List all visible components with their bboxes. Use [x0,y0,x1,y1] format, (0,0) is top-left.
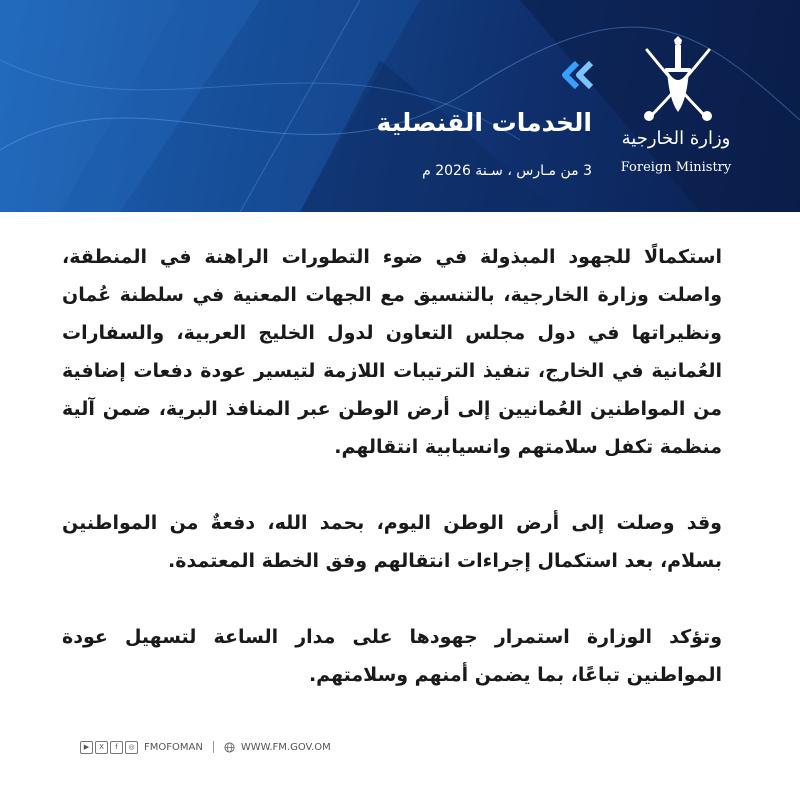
ministry-name-arabic: وزارة الخارجية [621,128,731,149]
paragraph-1: استكمالًا للجهود المبذولة في ضوء التطورات الراهنة في المنطقة، واصلت وزارة الخارجية، بالتنسيق مع الجهات المعنية في سلطنة عُمان ونظيراتها في دول مجلس التعاون لدول الخليج العربية، والسفارات العُمانية في الخارج، تنفيذ الترتيبات اللازمة لتيسير عودة دفعات إضافية من المواطنين العُمانيين إلى أرض الوطن عبر المنافذ البرية، ضمن آلية منظمة تكفل سلامتهم وانسيابية انتقالهم. [62,246,722,458]
header-banner [0,0,800,212]
instagram-icon[interactable]: ◎ [125,741,138,754]
x-icon[interactable]: X [95,741,108,754]
statement-body [62,238,722,732]
globe-icon [224,742,235,753]
footer-divider [213,741,214,753]
facebook-icon[interactable]: f [110,741,123,754]
social-handle[interactable]: FMOFOMAN [144,741,203,753]
youtube-icon[interactable]: ▶ [80,741,93,754]
date-label: 3 من مـارس ، سـنة 2026 م [422,163,592,179]
social-icons [80,741,138,754]
footer [80,738,331,756]
website-link[interactable]: WWW.FM.GOV.OM [240,741,331,753]
page-title: الخدمات القنصلية [376,108,592,137]
double-chevron-left-icon [557,60,597,90]
ministry-name-english: Foreign Ministry [620,160,732,175]
paragraph-3: وتؤكد الوزارة استمرار جهودها على مدار الساعة لتسهيل عودة المواطنين تباعًا، بما يضمن أمنهم وسلامتهم. [62,626,722,686]
paragraph-2: وقد وصلت إلى أرض الوطن اليوم، بحمد الله، دفعةٌ من المواطنين بسلام، بعد استكمال إجراءات انتقالهم وفق الخطة المعتمدة. [62,512,722,572]
oman-emblem-icon [637,30,719,126]
